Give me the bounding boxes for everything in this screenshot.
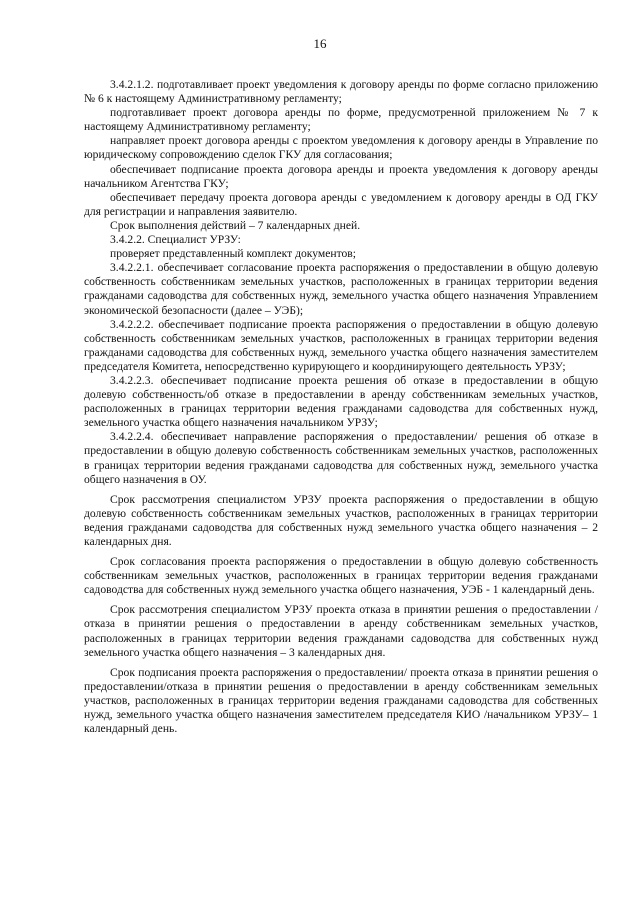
paragraph: 3.4.2.2.2. обеспечивает подписание проекта распоряжения о предоставлении в общую долевую собственность собственникам земельных участков, расположенных в границах территории ведения гражданами садоводства для собственных нужд, земельного участка общего назначения заместителем председателя Комитета, непосредственно курирующего и координирующего деятельность УРЗУ; bbox=[84, 317, 598, 373]
paragraph: Срок выполнения действий – 7 календарных дней. bbox=[110, 218, 361, 232]
paragraph: обеспечивает передачу проекта договора аренды с уведомлением к договору аренды в ОД ГКУ для регистрации и направления заявителю. bbox=[84, 190, 598, 218]
paragraph: 3.4.2.2.1. обеспечивает согласование проекта распоряжения о предоставлении в общую долевую собственность собственникам земельных участков, расположенных в границах территории ведения гражданами садоводства для собственных нужд, земельного участка общего назначения Управлением экономической безопасности (далее – УЭБ); bbox=[84, 261, 598, 317]
paragraph: 3.4.2.2.3. обеспечивает подписание проекта решения об отказе в предоставлении в общую долевую собственность/об отказе в предоставлении в аренду собственникам земельных участков, расположенных в границах территории ведения гражданами садоводства для собственных нужд, земельного участка общего назначения начальником УРЗУ; bbox=[84, 373, 598, 430]
paragraph: 3.4.2.1.2. подготавливает проект уведомления к договору аренды по форме согласно приложению № 6 к настоящему Административному регламенту; bbox=[84, 78, 598, 106]
paragraph: направляет проект договора аренды с проектом уведомления к договору аренды в Управление по юридическому сопровождению сделок ГКУ для согласования; bbox=[84, 134, 598, 162]
document-body bbox=[84, 78, 598, 736]
paragraph: 3.4.2.2.4. обеспечивает направление распоряжения о предоставлении/ решения об отказе в предоставлении в общую долевую собственность собственникам земельных участков, расположенных в границах территории ведения гражданами садоводства для собственных нужд, земельного участка общего назначения в ОУ. bbox=[84, 430, 598, 486]
page-number: 16 bbox=[313, 36, 327, 51]
paragraph: подготавливает проект договора аренды по форме, предусмотренной приложением № 7 к настоящему Административному регламенту; bbox=[84, 106, 598, 134]
paragraph: Срок рассмотрения специалистом УРЗУ проекта отказа в принятии решения о предоставлении /отказа в принятии решения о предоставлении в аренду собственникам земельных участков, расположенных в границах территории ведения гражданами садоводства для собственных нужд земельного участка общего назначения – 3 календарных дня. bbox=[84, 603, 598, 659]
paragraph: обеспечивает подписание проекта договора аренды и проекта уведомления к договору аренды начальником Агентства ГКУ; bbox=[84, 162, 598, 190]
paragraph: проверяет представленный комплект документов; bbox=[110, 247, 356, 261]
paragraph: Срок рассмотрения специалистом УРЗУ проекта распоряжения о предоставлении в общую долевую собственность собственникам земельных участков, расположенных в границах территории ведения гражданами садоводства для собственных нужд земельного участка общего назначения – 2 календарных дня. bbox=[84, 492, 598, 548]
paragraph: Срок подписания проекта распоряжения о предоставлении/ проекта отказа в принятии решения о предоставлении/отказа в принятии решения о предоставлении в аренду собственникам земельных участков, расположенных в границах территории ведения гражданами садоводства для собственных нужд, земельного участка общего назначения заместителем председателя КИО /начальником УРЗУ– 1 календарный день. bbox=[84, 665, 598, 736]
paragraph: 3.4.2.2. Специалист УРЗУ: bbox=[110, 233, 241, 247]
paragraph: Срок согласования проекта распоряжения о предоставлении в общую долевую собственность собственникам земельных участков, расположенных в границах территории ведения гражданами садоводства для собственных нужд земельного участка общего назначения, УЭБ - 1 календарный день. bbox=[84, 555, 598, 597]
